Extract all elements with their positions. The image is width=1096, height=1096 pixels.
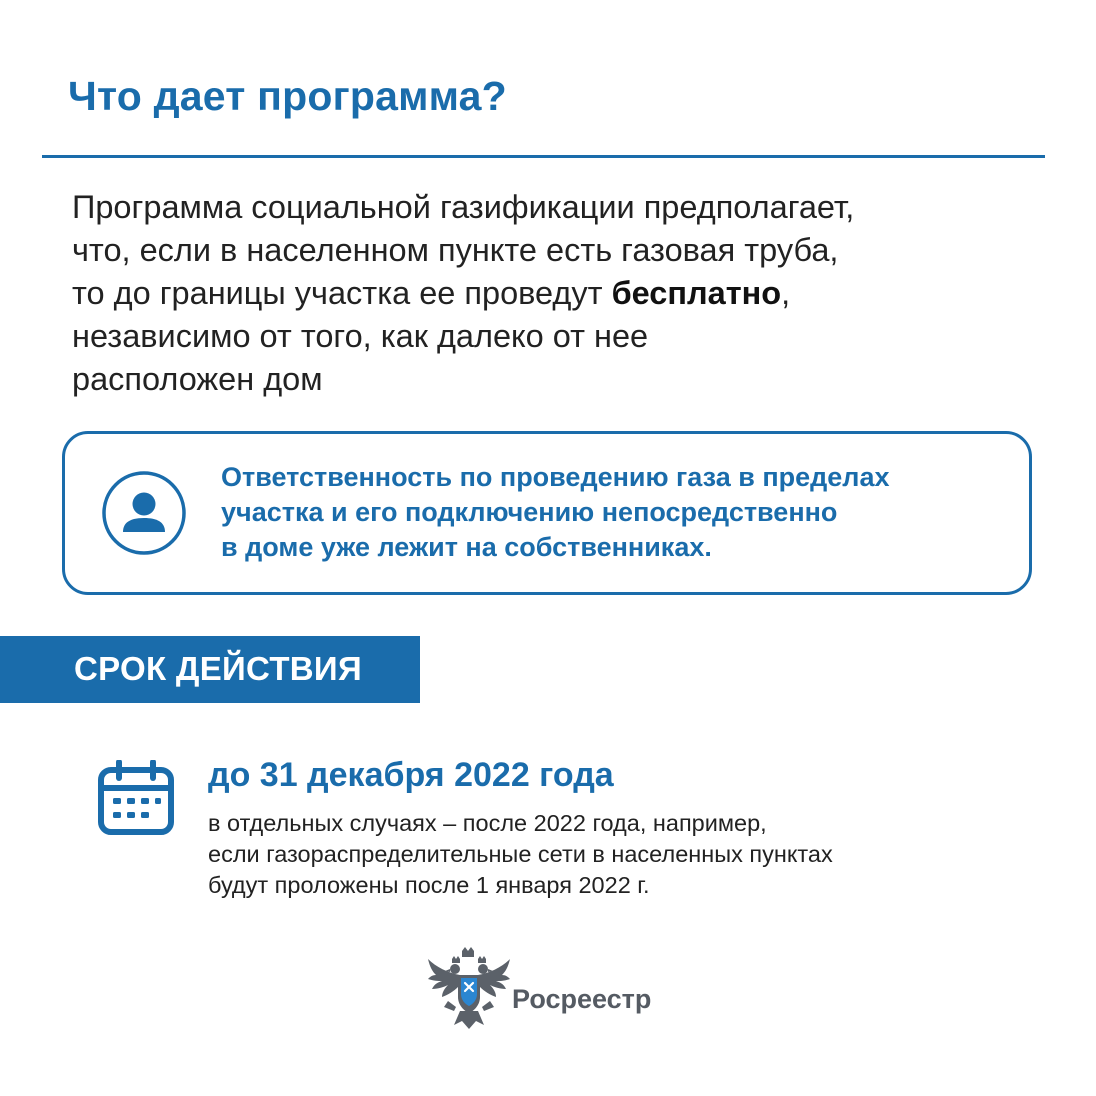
- person-icon: [101, 470, 187, 556]
- intro-emphasis-free: бесплатно: [611, 275, 782, 311]
- callout-line-2: участка и его подключению непосредственно: [221, 497, 838, 527]
- note-line-3: будут проложены после 1 января 2022 г.: [208, 872, 650, 898]
- note-line-1: в отдельных случаях – после 2022 года, например,: [208, 810, 767, 836]
- brand-name: Росреестр: [512, 984, 652, 1014]
- note-line-2: если газораспределительные сети в населенных пунктах: [208, 841, 833, 867]
- intro-line-1: Программа социальной газификации предполагает,: [72, 189, 855, 225]
- title-divider: [42, 155, 1045, 158]
- section-banner-label: СРОК ДЕЙСТВИЯ: [74, 650, 362, 687]
- callout-line-3: в доме уже лежит на собственниках.: [221, 532, 712, 562]
- deadline-note: [208, 808, 1008, 901]
- section-banner: [0, 636, 420, 703]
- intro-line-2: что, если в населенном пункте есть газовая труба,: [72, 232, 839, 268]
- intro-line-5: расположен дом: [72, 361, 323, 397]
- calendar-icon: [97, 760, 175, 836]
- eagle-emblem-icon: [424, 945, 514, 1035]
- intro-line-4: независимо от того, как далеко от нее: [72, 318, 649, 354]
- page-title: Что дает программа?: [68, 73, 507, 119]
- callout-line-1: Ответственность по проведению газа в пределах: [221, 462, 890, 492]
- intro-line-3: то до границы участка ее проведут: [72, 275, 612, 311]
- callout-text: [221, 460, 1021, 565]
- deadline-heading: до 31 декабря 2022 года: [208, 756, 614, 794]
- responsibility-callout: [62, 431, 1032, 595]
- intro-paragraph: [72, 186, 1032, 401]
- intro-line-3-end: ,: [781, 275, 791, 311]
